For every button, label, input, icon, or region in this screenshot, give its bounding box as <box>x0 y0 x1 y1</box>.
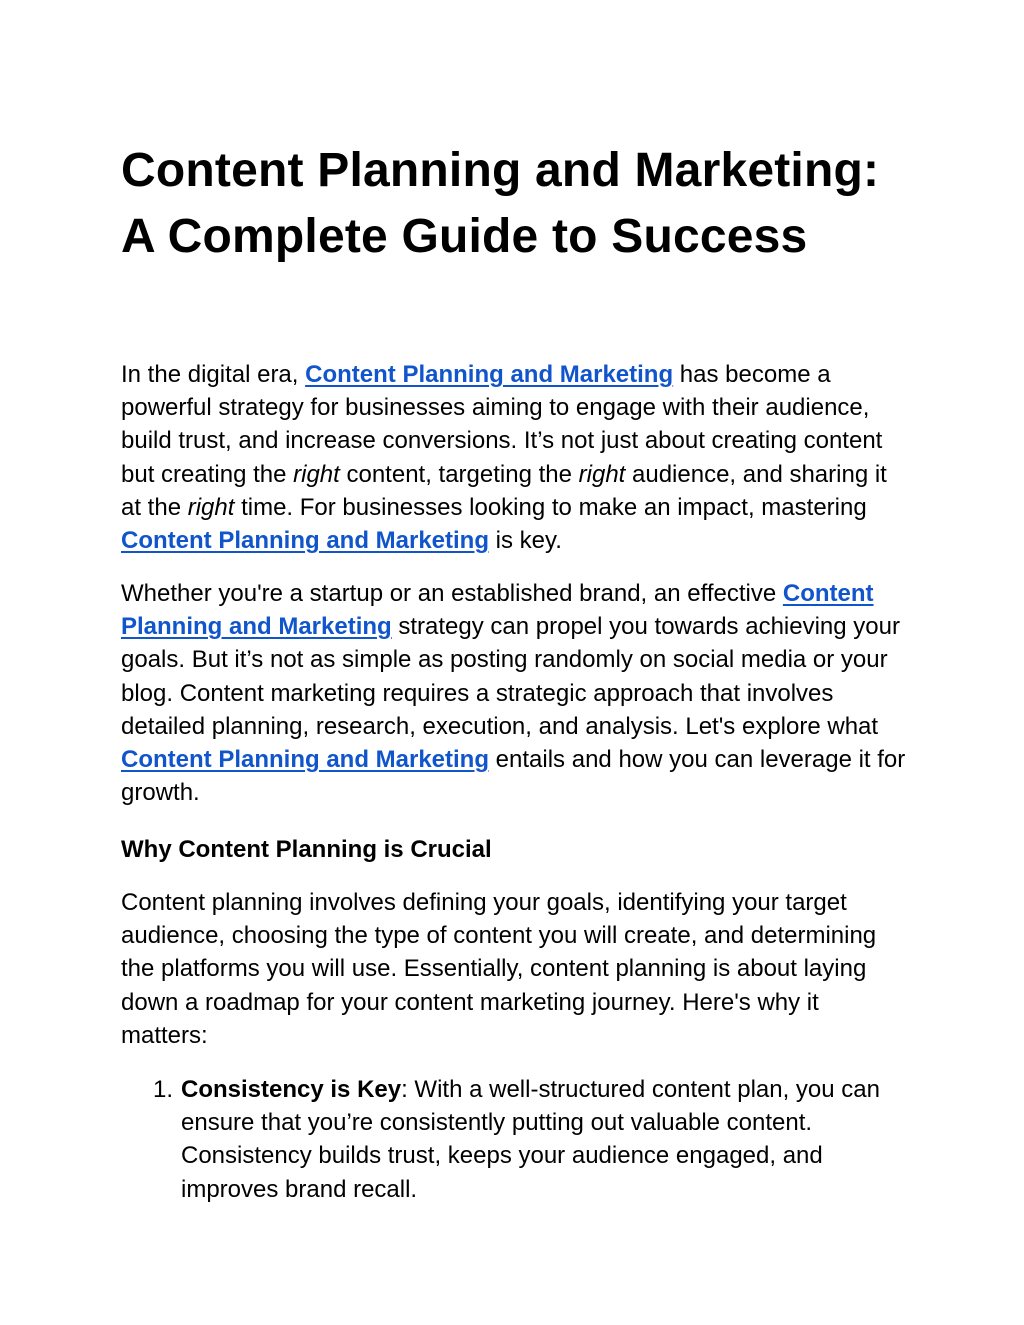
emphasis-right: right <box>187 493 235 521</box>
text-run: content, targeting the <box>339 460 579 488</box>
second-paragraph <box>121 577 911 809</box>
text-run: Whether you're a startup or an established brand, an effective <box>121 580 783 607</box>
page-title: Content Planning and Marketing: A Complete Guide to Success <box>121 144 880 263</box>
text-run: entails and how you can leverage it for growth. <box>121 746 906 807</box>
text-run: In the digital era, <box>121 361 306 388</box>
text-run: has become a powerful strategy for businesses aiming to engage with their audience, build trust, and increase conversions. It’s not just about creating content but creating the <box>121 361 883 488</box>
list-item <box>121 1073 911 1206</box>
emphasis-right: right <box>578 460 626 488</box>
list-item-term: Consistency is Key <box>181 1076 402 1103</box>
content-planning-link[interactable]: Content Planning and Marketing <box>121 746 490 774</box>
emphasis-right: right <box>293 460 340 488</box>
content-planning-link[interactable]: Content Planning and Marketing <box>121 527 490 555</box>
intro-paragraph <box>121 358 911 557</box>
numbered-list <box>121 1073 911 1206</box>
list-item-text: : With a well-structured content plan, you can ensure that you’re consistently putting out valuable content. Consistency builds trust, keeps your audience engaged, and improves brand recall. <box>181 1076 880 1203</box>
list-number: 1. <box>153 1076 174 1103</box>
text-run: audience, and sharing it at the <box>121 460 887 521</box>
content-planning-link[interactable]: Content Planning and Marketing <box>121 580 874 641</box>
text-run: time. For businesses looking to make an impact, mastering <box>234 493 867 521</box>
content-planning-link[interactable]: Content Planning and Marketing <box>305 361 674 388</box>
third-paragraph: Content planning involves defining your goals, identifying your target audience, choosing the type of content you will create, and determining the platforms you will use. Essentially, content planning is about laying down a roadmap for your content marketing journey. Here's why it matters: <box>121 889 877 1049</box>
section-heading: Why Content Planning is Crucial <box>121 836 492 863</box>
text-run: strategy can propel you towards achieving your goals. But it’s not as simple as posting randomly on social media or your blog. Content marketing requires a strategic approach that involves detailed planning, research, execution, and analysis. Let's explore what <box>121 613 900 740</box>
text-run: is key. <box>489 527 562 555</box>
